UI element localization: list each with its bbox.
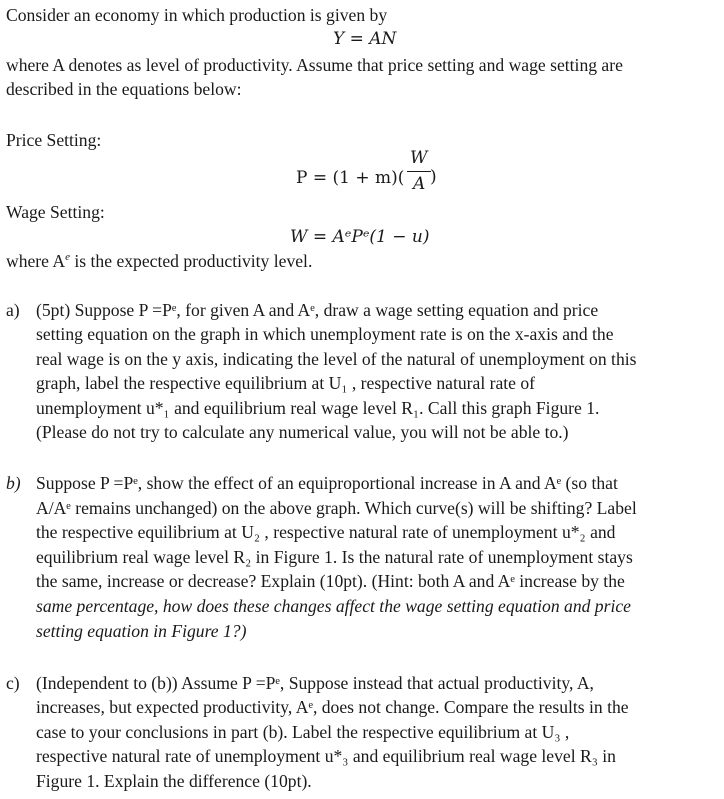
part-b-line-4: equilibrium real wage level R₂ in Figure 1. Is the natural rate of unemployment stays: [36, 547, 633, 567]
part-b-line-2: A/Aᵉ remains unchanged) on the above graph. Which curve(s) will be shifting? Label: [36, 498, 637, 518]
part-a-line-1: (5pt) Suppose P =Pᵉ, for given A and Aᵉ, draw a wage setting equation and price: [36, 300, 599, 320]
intro-line-1: Consider an economy in which production is given by: [6, 5, 388, 25]
price-eq-fraction-bar: [407, 171, 431, 172]
part-a-line-2: setting equation on the graph in which unemployment rate is on the x-axis and the: [36, 324, 614, 344]
price-eq-numerator: W: [410, 148, 428, 168]
part-c-line-2: increases, but expected productivity, Aᵉ, does not change. Compare the results in the: [36, 697, 629, 717]
part-a-line-4: graph, label the respective equilibrium at U₁ , respective natural rate of: [36, 373, 536, 393]
part-b-line-5: the same, increase or decrease? Explain (10pt). (Hint: both A and Aᵉ increase by the: [36, 571, 625, 591]
part-a-line-5: unemployment u*₁ and equilibrium real wage level R₁. Call this graph Figure 1.: [36, 398, 600, 418]
part-a-line-3: real wage is on the y axis, indicating the level of the natural of unemployment on this: [36, 349, 637, 369]
price-setting-label: Price Setting:: [6, 130, 102, 150]
part-a-line-6: (Please do not try to calculate any numerical value, you will not be able to.): [36, 422, 569, 442]
note-part-a: where A: [6, 251, 66, 271]
part-b-marker: b): [6, 473, 21, 493]
wage-setting-label: Wage Setting:: [6, 202, 105, 222]
intro-line-3: described in the equations below:: [6, 79, 242, 99]
part-b-line-6: same percentage, how does these changes affect the wage setting equation and price: [36, 596, 631, 616]
price-eq-denominator: A: [413, 174, 426, 194]
intro-line-2: where A denotes as level of productivity. Assume that price setting and wage setting are: [6, 55, 623, 75]
price-setting-equation: [296, 167, 404, 189]
part-c-marker: c): [6, 673, 20, 693]
part-c-line-4: respective natural rate of unemployment u*₃ and equilibrium real wage level R₃ in: [36, 746, 616, 766]
wage-setting-equation: W = AᵉPᵉ(1 − u): [290, 227, 430, 247]
price-eq-right: ): [430, 167, 437, 187]
expected-productivity-note: [6, 250, 312, 272]
part-b-line-1: Suppose P =Pᵉ, show the effect of an equiproportional increase in A and Aᵉ (so that: [36, 473, 618, 493]
part-c-line-5: Figure 1. Explain the difference (10pt).: [36, 771, 312, 791]
part-c-line-3: case to your conclusions in part (b). Label the respective equilibrium at U₃ ,: [36, 722, 570, 742]
price-eq-left: P = (1 + m)(: [296, 168, 405, 188]
note-part-b: is the expected productivity level.: [70, 251, 313, 271]
part-b-line-7: setting equation in Figure 1?): [36, 621, 247, 641]
note-superscript: e: [65, 251, 71, 263]
part-c-line-1: (Independent to (b)) Assume P =Pᵉ, Suppose instead that actual productivity, A,: [36, 673, 594, 693]
production-equation: Y = AN: [333, 29, 397, 49]
part-b-line-3: the respective equilibrium at U₂ , respective natural rate of unemployment u*₂ and: [36, 522, 616, 542]
part-a-marker: a): [6, 300, 20, 320]
